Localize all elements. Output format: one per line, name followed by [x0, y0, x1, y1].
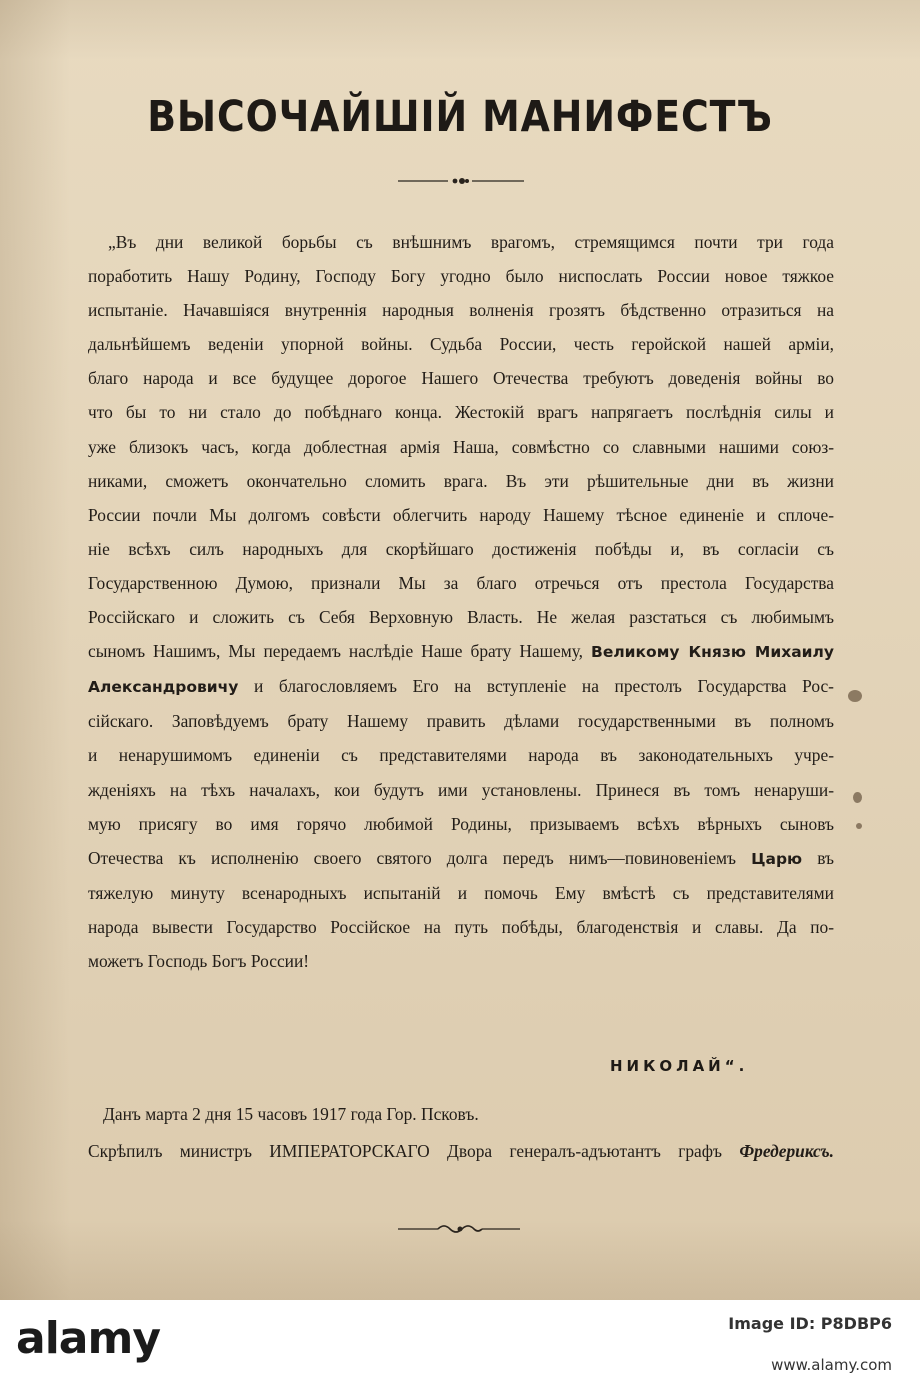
closing-ornament: [0, 1222, 920, 1236]
text-line: [88, 634, 834, 669]
ink-spot: [856, 823, 862, 829]
text-line: жденіяхъ на тѣхъ началахъ, кои будутъ ими установлены. Принеся въ томъ ненаруши-: [88, 779, 834, 800]
tsar-word: Царю: [751, 849, 803, 868]
text-line: поработить Нашу Родину, Господу Богу угодно было ниспослать России новое тяжкое: [88, 266, 834, 287]
text-line: „Въ дни великой борьбы съ внѣшнимъ врагомъ, стремящимся почти три года: [108, 232, 834, 252]
text-segment: Отечества къ исполненію своего святого долга передъ нимъ—повиновеніемъ: [88, 847, 737, 868]
stock-url: www.alamy.com: [771, 1356, 892, 1374]
text-line: дальнѣйшемъ веденіи упорной войны. Судьба России, честь геройской нашей арміи,: [88, 334, 834, 355]
text-line: сійскаго. Заповѣдуемъ брату Нашему править дѣлами государственными въ полномъ: [88, 711, 834, 732]
divider-ornament: [0, 174, 920, 188]
text-line: Россійскаго и сложить съ Себя Верховную Власть. Не желая разстаться съ любимымъ: [88, 607, 834, 628]
countersignature-line: [88, 1141, 834, 1162]
countersign-name: Фредериксъ.: [739, 1141, 835, 1161]
text-line: мую присягу во имя горячо любимой Родины, призываемъ всѣхъ вѣрныхъ сыновъ: [88, 813, 834, 834]
text-line: [88, 669, 834, 704]
paper-stain: [0, 0, 920, 60]
image-id: Image ID: P8DBP6: [728, 1314, 892, 1333]
text-line: можетъ Господь Богъ России!: [88, 950, 310, 971]
date-place-line: Данъ марта 2 дня 15 часовъ 1917 года Гор. Псковъ.: [103, 1104, 479, 1124]
grand-duke-name: Великому Князю Михаилу: [591, 643, 834, 662]
paper-stain: [0, 0, 70, 1300]
alamy-logo: alamy: [16, 1313, 160, 1364]
document-title: ВЫСОЧАЙШІЙ МАНИФЕСТЪ: [147, 92, 773, 142]
countersign-text: Скрѣпилъ министръ ИМПЕРАТОРСКАГО Двора генералъ-адъютантъ графъ: [88, 1141, 723, 1161]
text-line: ніе всѣхъ силъ народныхъ для скорѣйшаго достиженія побѣды и, въ согласіи съ: [88, 538, 834, 559]
image-id-label: [728, 1314, 892, 1334]
ink-spot: [853, 792, 862, 803]
grand-duke-patronymic: Александровичу: [88, 678, 239, 697]
text-segment: въ: [817, 847, 834, 868]
text-segment: сыномъ Нашимъ, Мы передаемъ наслѣдіе Наше брату Нашему,: [88, 641, 584, 662]
text-line: что бы то ни стало до побѣднаго конца. Жестокій врагъ напрягаетъ послѣднія силы и: [88, 402, 834, 423]
text-line: Государственною Думою, признали Мы за благо отречься отъ престола Государства: [88, 572, 834, 593]
text-line: тяжелую минуту всенародныхъ испытаній и помочь Ему вмѣстѣ съ представителями: [88, 882, 834, 903]
signature-nikolai: НИКОЛАЙ“.: [610, 1057, 749, 1075]
text-line: благо народа и все будущее дорогое Нашего Отечества требуютъ доведенія войны во: [88, 368, 834, 389]
text-line: испытаніе. Начавшіяся внутреннія народныя волненія грозятъ бѣдственно отразиться на: [88, 300, 834, 321]
text-line: России почли Мы долгомъ совѣсти облегчить народу Нашему тѣсное единеніе и сплоче-: [88, 504, 834, 525]
ink-spot: [848, 690, 862, 702]
text-line: уже близокъ часъ, когда доблестная армія Наша, совмѣстно со славными нашими союз-: [88, 436, 834, 457]
manifesto-body: [88, 225, 834, 978]
text-segment: и благословляемъ Его на вступленіе на престолъ Государства Рос-: [254, 676, 834, 697]
text-line: и ненарушимомъ единеніи съ представителями народа въ законодательныхъ учре-: [88, 745, 834, 766]
text-line: никами, сможетъ окончательно сломить врага. Въ эти рѣшительные дни въ жизни: [88, 470, 834, 491]
text-line: народа вывести Государство Россійское на путь побѣды, благоденствія и славы. Да по-: [88, 916, 834, 937]
text-line: [88, 841, 834, 876]
